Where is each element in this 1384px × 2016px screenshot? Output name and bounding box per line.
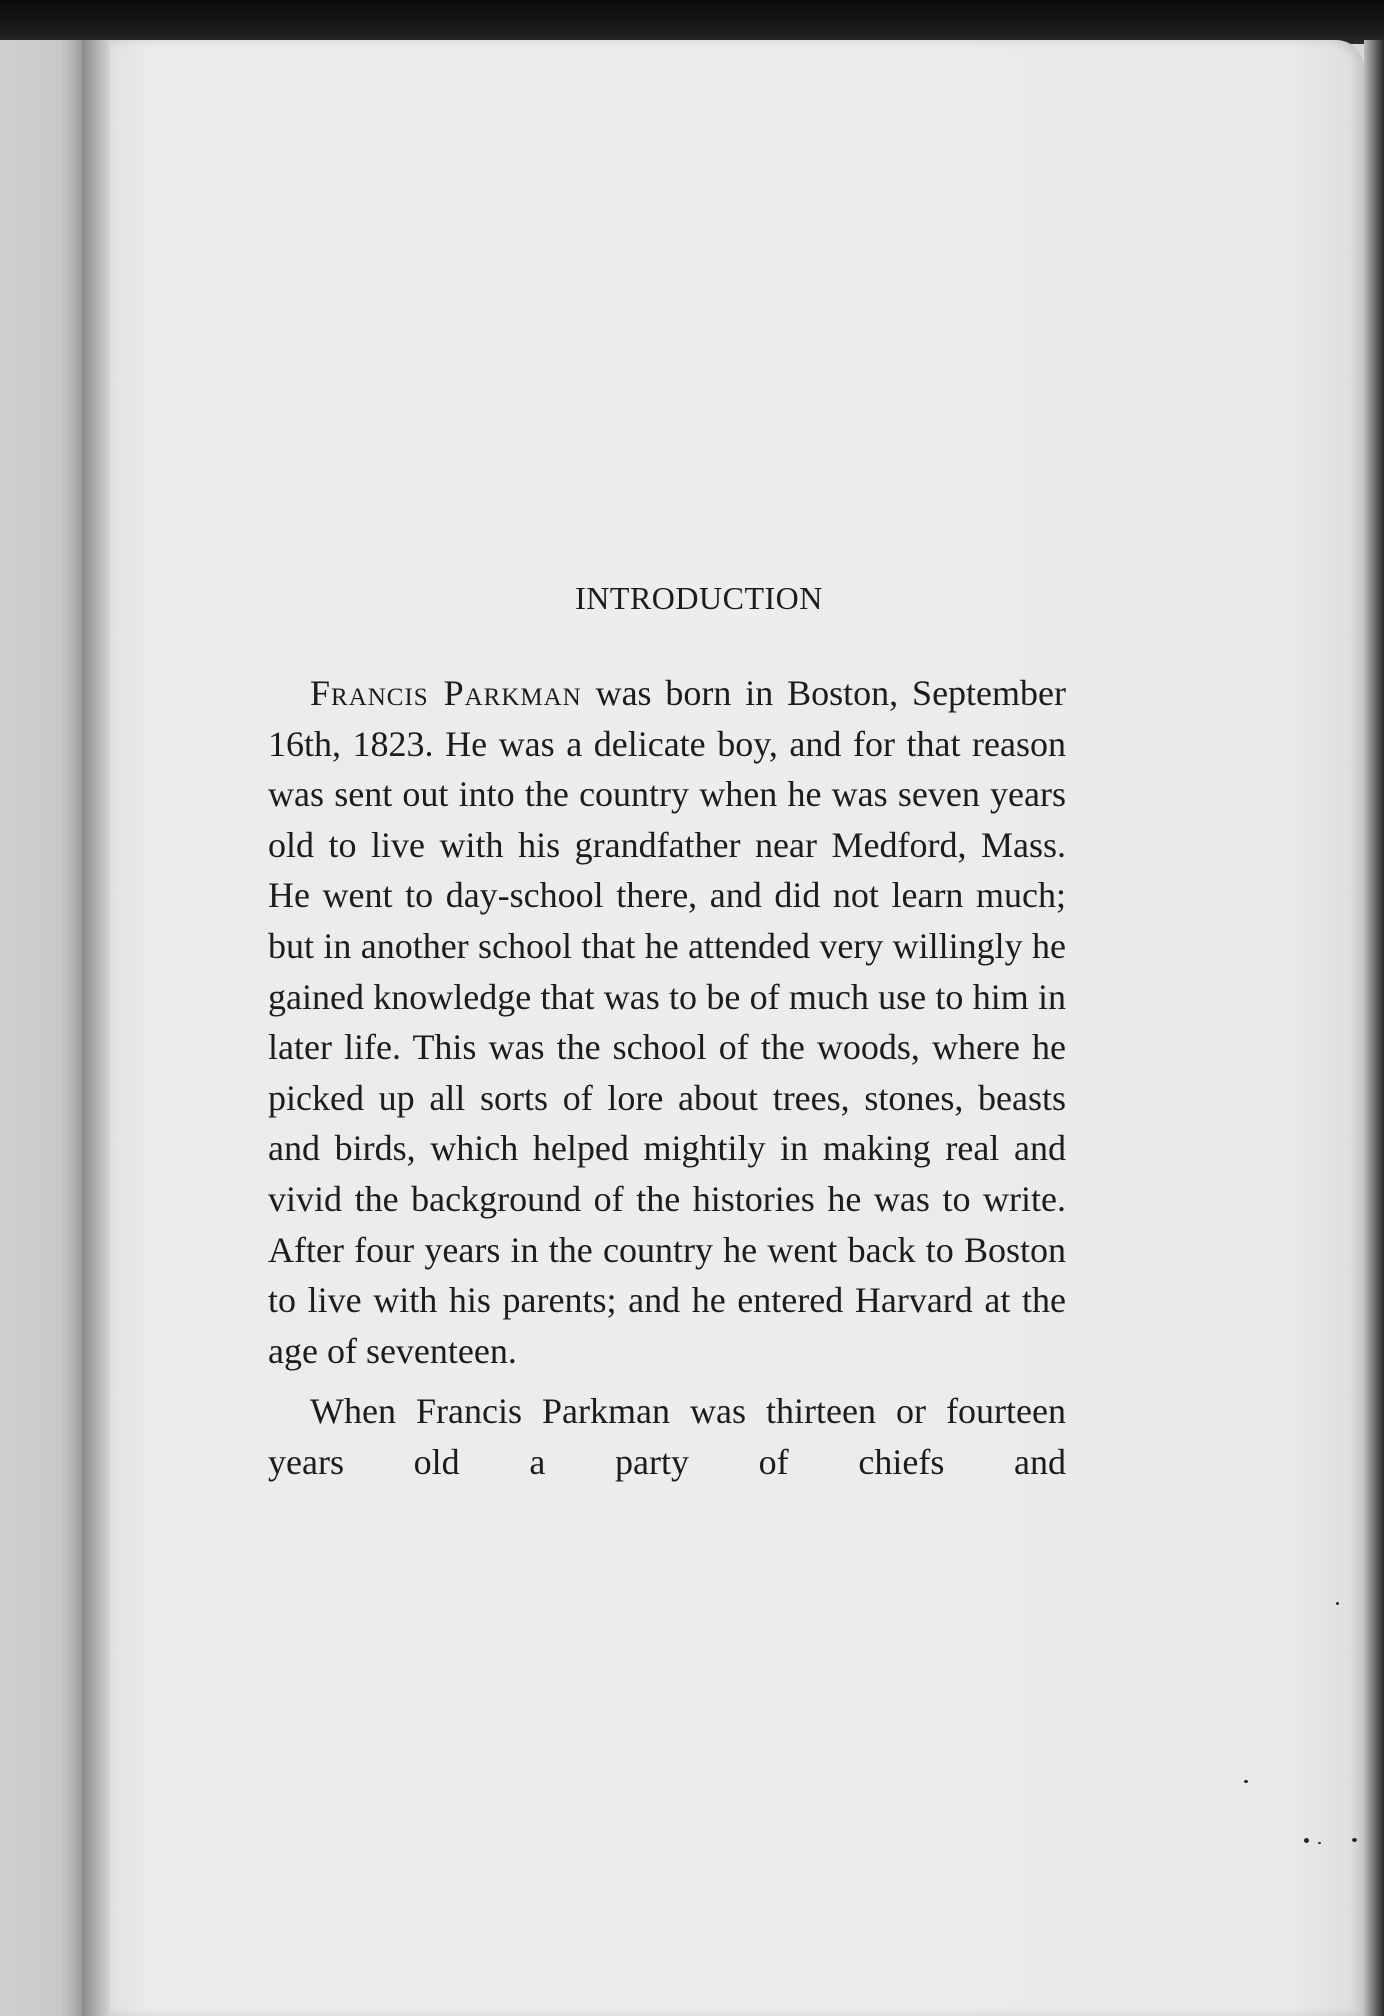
page-right-edge xyxy=(1364,40,1384,2016)
scan-speck xyxy=(1336,1602,1339,1605)
paragraph-1 xyxy=(268,668,1066,1376)
book-binding-gutter xyxy=(82,40,112,2016)
scan-speck xyxy=(1244,1780,1248,1783)
scan-speck xyxy=(1352,1838,1357,1842)
paragraph-2 xyxy=(268,1386,1066,1487)
lead-small-caps: Francis Parkman xyxy=(310,673,582,713)
facing-page-edge xyxy=(0,40,82,2016)
scan-speck xyxy=(1304,1838,1309,1843)
page-text xyxy=(268,576,1066,1488)
paragraph-2-text: When Francis Parkman was thirteen or fourteen years old a party of chiefs and xyxy=(268,1391,1066,1482)
paragraph-1-text: was born in Boston, September 16th, 1823. He was a delicate boy, and for that reason was sent out into the country when he was seven years old to live with his grandfather near Medford, Mass. He went to day-school there, and did not learn much; but in another school that he attended very willingly he gained knowledge that was to be of much use to him in later life. This was the school of the woods, where he picked up all sorts of lore about trees, stones, beasts and birds, which helped mightily in making real and vivid the background of the histories he was to write. After four years in the country he went back to Boston to live with his parents; and he entered Harvard at the age of seventeen. xyxy=(268,673,1066,1371)
chapter-heading: INTRODUCTION xyxy=(575,580,823,616)
scan-speck xyxy=(1318,1842,1321,1844)
